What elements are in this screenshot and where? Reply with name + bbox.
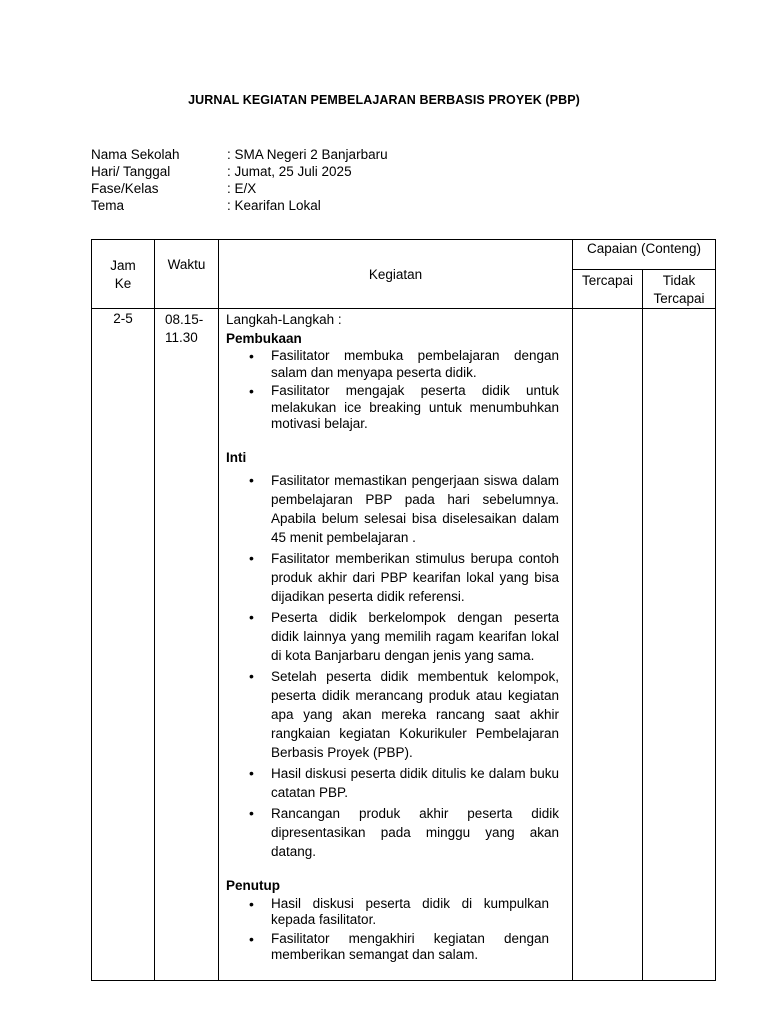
header-tidak-line1: Tidak	[662, 273, 696, 288]
info-value: : Jumat, 25 Juli 2025	[227, 164, 352, 179]
info-label: Fase/Kelas	[91, 181, 159, 196]
info-label: Tema	[91, 198, 125, 213]
cell-kegiatan	[219, 309, 573, 981]
info-row-class	[91, 180, 388, 197]
header-jam-line1: Jam	[110, 257, 136, 273]
page-title: JURNAL KEGIATAN PEMBELAJARAN BERBASIS PROYEK (PBP)	[188, 93, 580, 107]
header-jam-line2: Ke	[114, 275, 132, 291]
list-item: • Rancangan produk akhir peserta didik dipresentasikan pada minggu yang akan datang.	[271, 804, 559, 861]
section-heading-inti: Inti	[226, 449, 247, 465]
list-inti	[226, 467, 559, 861]
waktu-line2: 11.30	[165, 330, 198, 345]
cell-tercapai	[573, 309, 643, 981]
info-value: : E/X	[227, 181, 257, 196]
list-item: • Fasilitator mengajak peserta didik untuk melakukan ice breaking untuk menumbuhkan motivasi belajar.	[271, 383, 559, 433]
header-capaian: Capaian (Conteng)	[573, 240, 716, 270]
list-item: • Fasilitator memberikan stimulus berupa contoh produk akhir dari PBP kearifan lokal yang bisa dijadikan peserta didik referensi.	[271, 549, 559, 606]
header-kegiatan: Kegiatan	[219, 240, 573, 309]
info-row-theme	[91, 197, 388, 214]
header-jam	[92, 240, 155, 309]
info-label: Nama Sekolah	[91, 147, 180, 162]
journal-table	[91, 239, 716, 981]
kegiatan-intro: Langkah-Langkah :	[226, 312, 342, 327]
table-row	[92, 309, 716, 981]
section-heading-penutup: Penutup	[226, 878, 280, 893]
list-item: • Fasilitator mengakhiri kegiatan dengan memberikan semangat dan salam.	[271, 931, 549, 964]
info-row-date	[91, 163, 388, 180]
cell-tidak-tercapai	[643, 309, 716, 981]
info-row-school	[91, 146, 388, 163]
header-tidak-tercapai	[643, 270, 716, 309]
cell-jam: 2-5	[92, 309, 155, 981]
header-row	[92, 240, 716, 270]
section-heading-pembukaan: Pembukaan	[226, 330, 302, 346]
list-pembukaan	[226, 348, 559, 433]
header-tercapai: Tercapai	[573, 270, 643, 309]
info-value: : SMA Negeri 2 Banjarbaru	[227, 147, 388, 162]
list-item: • Fasilitator membuka pembelajaran dengan salam dan menyapa peserta didik.	[271, 348, 559, 381]
header-waktu: Waktu	[155, 240, 219, 309]
waktu-line1: 08.15-	[165, 312, 204, 327]
list-penutup	[226, 896, 559, 964]
info-block	[91, 146, 388, 214]
info-value: : Kearifan Lokal	[227, 198, 321, 213]
cell-waktu	[155, 309, 219, 981]
list-item: • Peserta didik berkelompok dengan peserta didik lainnya yang memilih ragam kearifan lokal di kota Banjarbaru dengan jenis yang sama.	[271, 608, 559, 665]
list-item: • Hasil diskusi peserta didik ditulis ke dalam buku catatan PBP.	[271, 764, 559, 802]
list-item: • Hasil diskusi peserta didik di kumpulkan kepada fasilitator.	[271, 896, 549, 929]
info-label: Hari/ Tanggal	[91, 164, 171, 179]
list-item: • Fasilitator memastikan pengerjaan siswa dalam pembelajaran PBP pada hari sebelumnya. Apabila belum selesai bisa diselesaikan dalam 45 menit pembelajaran .	[271, 471, 559, 547]
header-tidak-line2: Tercapai	[653, 291, 705, 306]
list-item: • Setelah peserta didik membentuk kelompok, peserta didik merancang produk atau kegiatan apa yang akan mereka rancang saat akhir rangkaian kegiatan Kokurikuler Pembelajaran Berbasis Proyek (PBP).	[271, 667, 559, 762]
